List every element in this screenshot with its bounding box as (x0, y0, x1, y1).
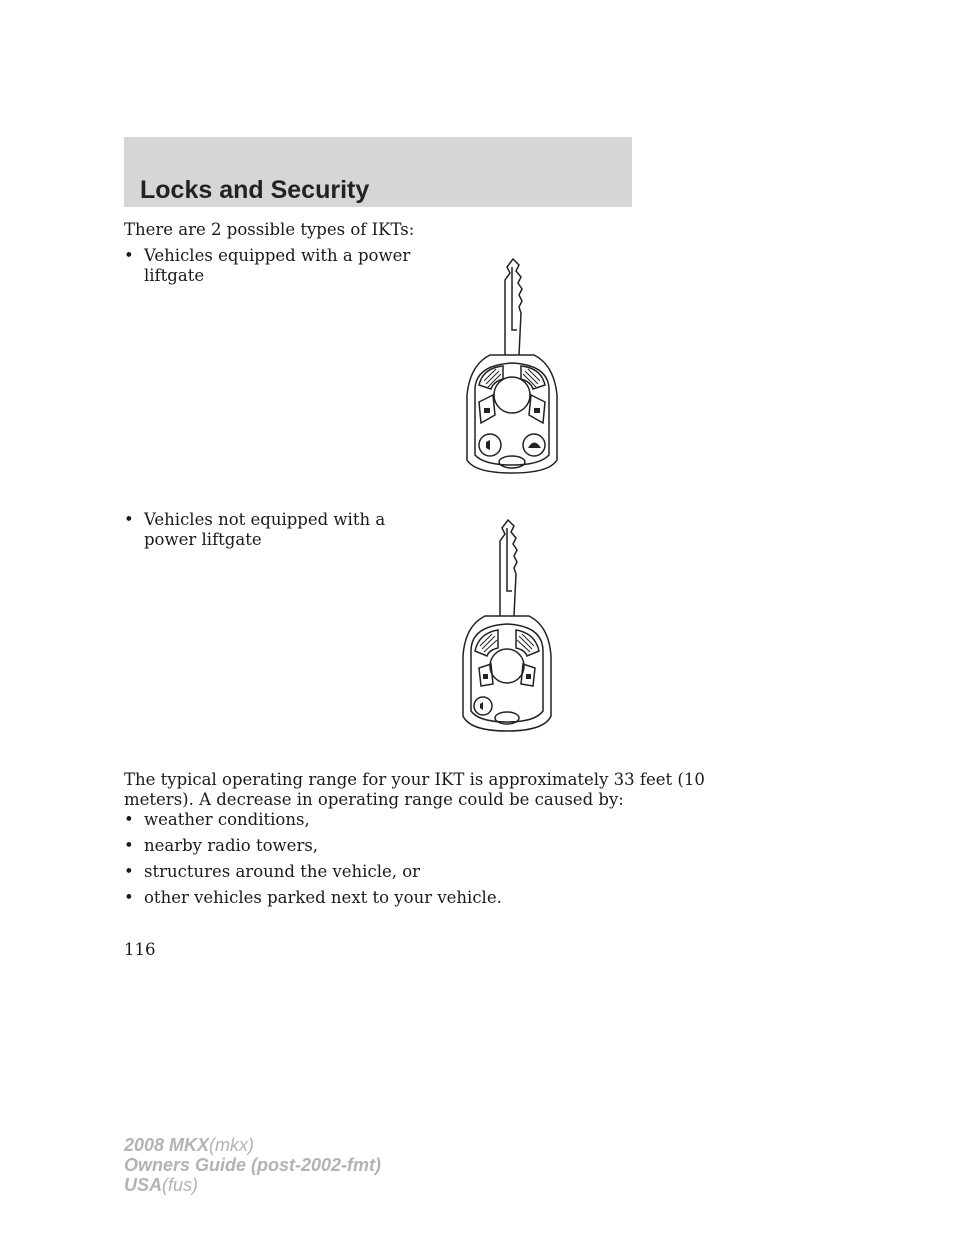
key-type-item-no-power-liftgate (124, 510, 385, 550)
paragraph-line: meters). A decrease in operating range could be caused by: (124, 790, 624, 809)
bullet-icon: • (124, 246, 134, 265)
key-type-line: power liftgate (144, 530, 262, 549)
key-type-line: Vehicles equipped with a power (144, 246, 411, 265)
key-type-item-power-liftgate (124, 246, 410, 286)
bullet-icon: • (124, 862, 134, 881)
paragraph-line: The typical operating range for your IKT is approximately 33 feet (10 (124, 770, 705, 789)
footer-guide: Owners Guide (post-2002-fmt) (124, 1155, 382, 1175)
intro-text: There are 2 possible types of IKTs: (124, 220, 415, 239)
footer-model-line (124, 1135, 381, 1155)
footer-model-code: (mkx) (209, 1135, 255, 1155)
range-cause-item (124, 888, 502, 908)
bullet-icon: • (124, 836, 134, 855)
range-cause-item (124, 862, 420, 882)
bullet-icon: • (124, 888, 134, 907)
ikt-key-no-power-liftgate-image (455, 516, 560, 736)
bullet-icon: • (124, 510, 134, 529)
ikt-key-power-liftgate-image (455, 255, 570, 480)
range-cause-item (124, 810, 310, 830)
bullet-icon: • (124, 810, 134, 829)
range-cause-text: nearby radio towers, (144, 836, 319, 855)
footer-region-line (124, 1175, 381, 1195)
document-footer (124, 1135, 381, 1195)
page-number: 116 (124, 940, 156, 959)
range-cause-item (124, 836, 318, 856)
range-cause-text: weather conditions, (144, 810, 310, 829)
operating-range-paragraph (124, 770, 705, 810)
section-title: Locks and Security (140, 176, 370, 204)
footer-model: 2008 MKX (124, 1135, 210, 1155)
key-type-line: liftgate (144, 266, 205, 285)
range-cause-text: other vehicles parked next to your vehicle. (144, 888, 502, 907)
range-cause-text: structures around the vehicle, or (144, 862, 421, 881)
footer-region-code: (fus) (162, 1175, 199, 1195)
key-type-line: Vehicles not equipped with a (144, 510, 386, 529)
footer-guide-line (124, 1155, 381, 1175)
footer-region: USA (124, 1175, 163, 1195)
